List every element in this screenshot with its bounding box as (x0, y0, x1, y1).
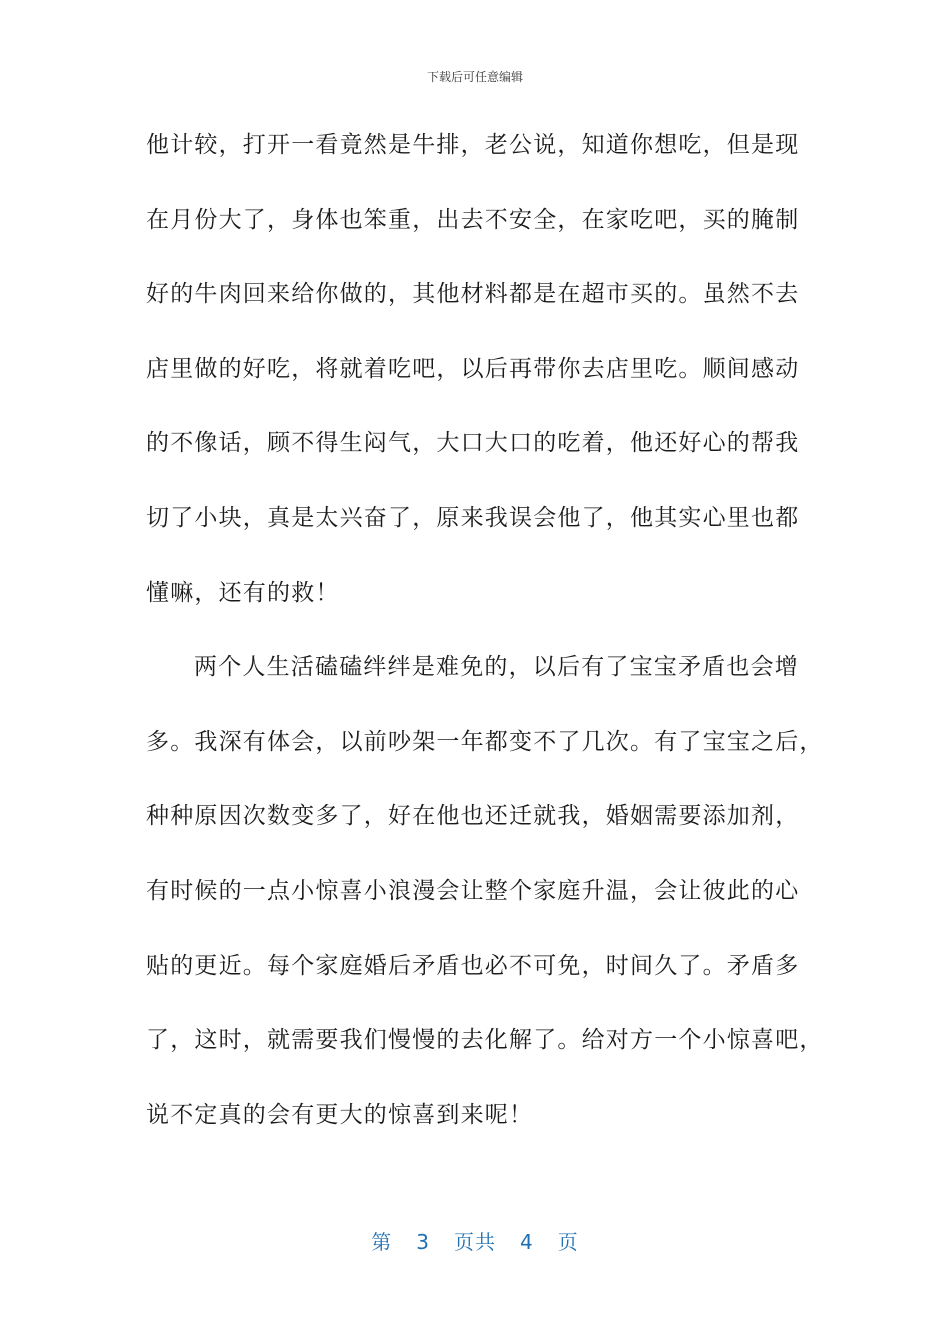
text-line: 店里做的好吃，将就着吃吧，以后再带你去店里吃。顺间感动 (146, 355, 800, 382)
page-mid-label: 页共 (454, 1230, 496, 1254)
text-line: 有时候的一点小惊喜小浪漫会让整个家庭升温，会让彼此的心 (146, 877, 800, 904)
text-line: 懂嘛，还有的救！ (146, 579, 340, 606)
text-line: 好的牛肉回来给你做的，其他材料都是在超市买的。虽然不去 (146, 281, 800, 308)
page-footer (0, 1226, 950, 1255)
page-prefix: 第 (371, 1230, 393, 1254)
page-suffix: 页 (557, 1230, 579, 1254)
page-header-note: 下载后可任意编辑 (426, 70, 523, 84)
total-pages-number: 4 (520, 1230, 534, 1254)
paragraph (146, 642, 824, 1164)
current-page-number: 3 (416, 1230, 430, 1254)
text-line: 说不定真的会有更大的惊喜到来呢！ (146, 1101, 534, 1128)
text-line: 他计较，打开一看竟然是牛排，老公说，知道你想吃，但是现 (146, 132, 800, 158)
text-line: 的不像话，顾不得生闷气，大口大口的吃着，他还好心的帮我 (146, 430, 800, 457)
text-line: 贴的更近。每个家庭婚后矛盾也必不可免，时间久了。矛盾多 (146, 952, 800, 979)
text-line: 在月份大了，身体也笨重，出去不安全，在家吃吧，买的腌制 (146, 206, 800, 233)
text-line: 两个人生活磕磕绊绊是难免的，以后有了宝宝矛盾也会增 (194, 654, 799, 681)
text-line: 切了小块，真是太兴奋了，原来我误会他了，他其实心里也都 (146, 504, 800, 531)
text-line: 了，这时，就需要我们慢慢的去化解了。给对方一个小惊喜吧， (146, 1027, 824, 1054)
text-line: 种种原因次数变多了，好在他也还迁就我，婚姻需要添加剂， (146, 803, 800, 830)
document-body (146, 120, 824, 1164)
text-line: 多。我深有体会，以前吵架一年都变不了几次。有了宝宝之后， (146, 728, 824, 755)
paragraph (146, 120, 806, 642)
